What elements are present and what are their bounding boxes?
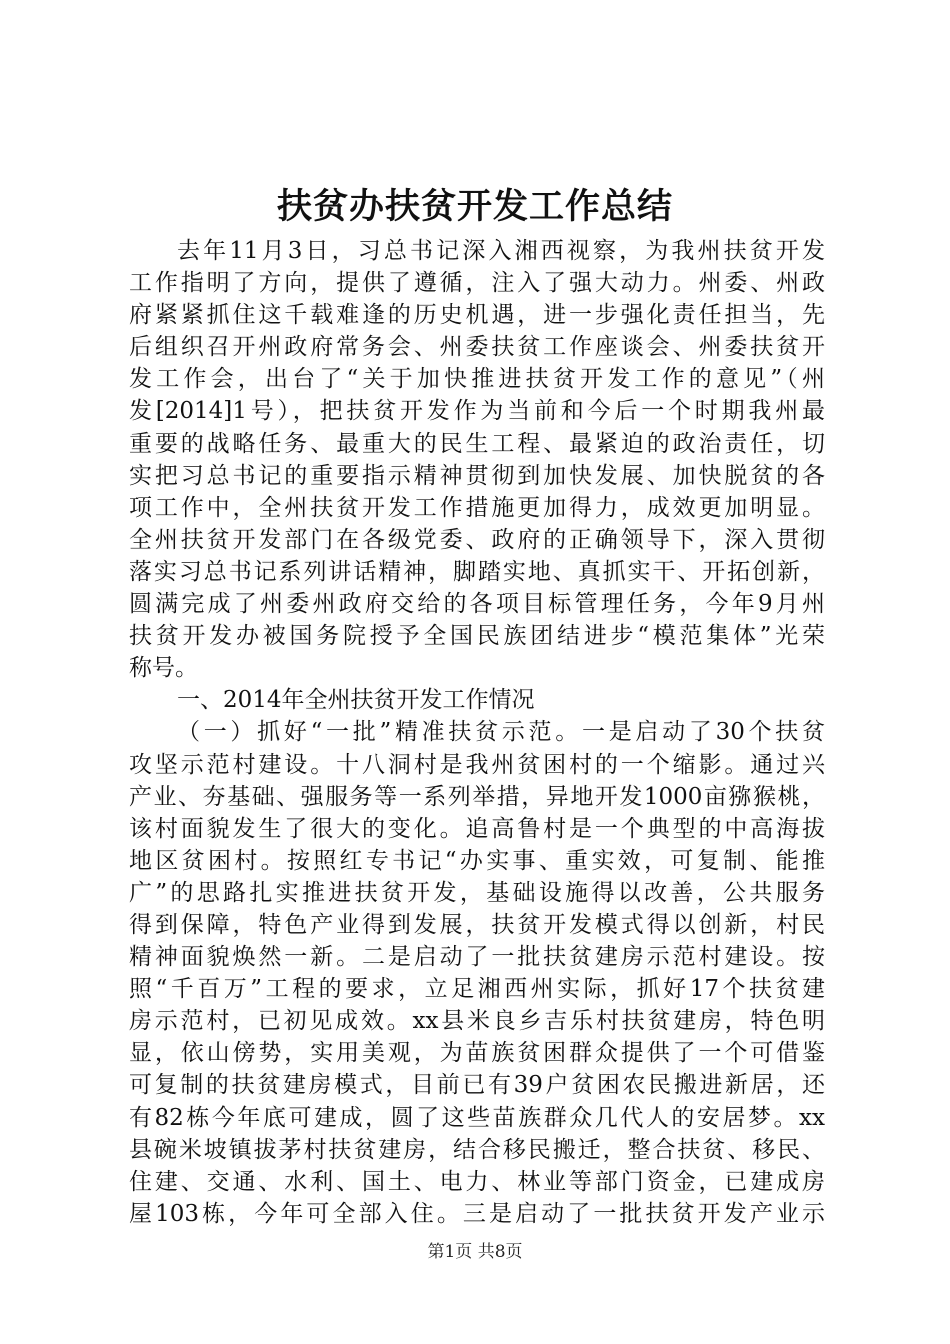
text-line: 精神面貌焕然一新。二是启动了一批扶贫建房示范村建设。按 (129, 944, 825, 971)
text-line: 照“千百万”工程的要求，立足湘西州实际，抓好17个扶贫建 (129, 976, 825, 1003)
text-line: 落实习总书记系列讲话精神，脚踏实地、真抓实干、开拓创新， (129, 558, 825, 585)
text-line: 后组织召开州政府常务会、州委扶贫工作座谈会、州委扶贫开 (129, 334, 825, 361)
text-line: 房示范村，已初见成效。xx县米良乡吉乐村扶贫建房，特色明 (129, 1008, 825, 1035)
text-line: 称号。 (129, 655, 198, 682)
text-line: 重要的战略任务、最重大的民生工程、最紧迫的政治责任，切 (129, 430, 825, 457)
document-title: 扶贫办扶贫开发工作总结 (276, 186, 673, 227)
text-line: 该村面貌发生了很大的变化。追高鲁村是一个典型的中高海拔 (129, 815, 825, 842)
text-line: 攻坚示范村建设。十八洞村是我州贫困村的一个缩影。通过兴 (129, 751, 825, 778)
text-line: 工作指明了方向，提供了遵循，注入了强大动力。州委、州政 (129, 270, 825, 297)
text-line: 圆满完成了州委州政府交给的各项目标管理任务，今年9月州 (129, 591, 825, 618)
text-line: 府紧紧抓住这千载难逢的历史机遇，进一步强化责任担当，先 (129, 302, 825, 329)
text-line: 产业、夯基础、强服务等一系列举措，异地开发1000亩猕猴桃， (129, 783, 825, 810)
text-line: 地区贫困村。按照红专书记“办实事、重实效，可复制、能推 (129, 847, 825, 874)
text-line: 去年11月3日，习总书记深入湘西视察，为我州扶贫开发 (177, 238, 825, 264)
document-body (129, 235, 825, 1230)
text-line: 可复制的扶贫建房模式，目前已有39户贫困农民搬进新居，还 (129, 1072, 825, 1099)
text-line: 显，依山傍势，实用美观，为苗族贫困群众提供了一个可借鉴 (129, 1040, 825, 1067)
text-line: 发[2014]1号），把扶贫开发作为当前和今后一个时期我州最 (129, 398, 825, 425)
text-line: 项工作中，全州扶贫开发工作措施更加得力，成效更加明显。 (129, 494, 825, 521)
text-line: 屋103栋，今年可全部入住。三是启动了一批扶贫开发产业示 (129, 1200, 825, 1227)
text-line: 住建、交通、水利、国土、电力、林业等部门资金，已建成房 (129, 1168, 825, 1195)
text-line: 广”的思路扎实推进扶贫开发，基础设施得以改善，公共服务 (129, 879, 825, 906)
text-line: 实把习总书记的重要指示精神贯彻到加快发展、加快脱贫的各 (129, 462, 825, 489)
text-line: （一）抓好“一批”精准扶贫示范。一是启动了30个扶贫 (177, 719, 825, 746)
text-line: 有82栋今年底可建成，圆了这些苗族群众几代人的安居梦。xx (129, 1104, 825, 1131)
text-line: 全州扶贫开发部门在各级党委、政府的正确领导下，深入贯彻 (129, 526, 825, 553)
page-number: 第1页 共8页 (427, 1242, 523, 1262)
section-heading: 一、2014年全州扶贫开发工作情况 (177, 687, 535, 714)
text-line: 发工作会，出台了“关于加快推进扶贫开发工作的意见”（州 (129, 366, 825, 393)
text-line: 扶贫开发办被国务院授予全国民族团结进步“模范集体”光荣 (129, 623, 825, 650)
text-line: 得到保障，特色产业得到发展，扶贫开发模式得以创新，村民 (129, 911, 825, 938)
text-line: 县碗米坡镇拔茅村扶贫建房，结合移民搬迁，整合扶贫、移民、 (129, 1136, 825, 1163)
